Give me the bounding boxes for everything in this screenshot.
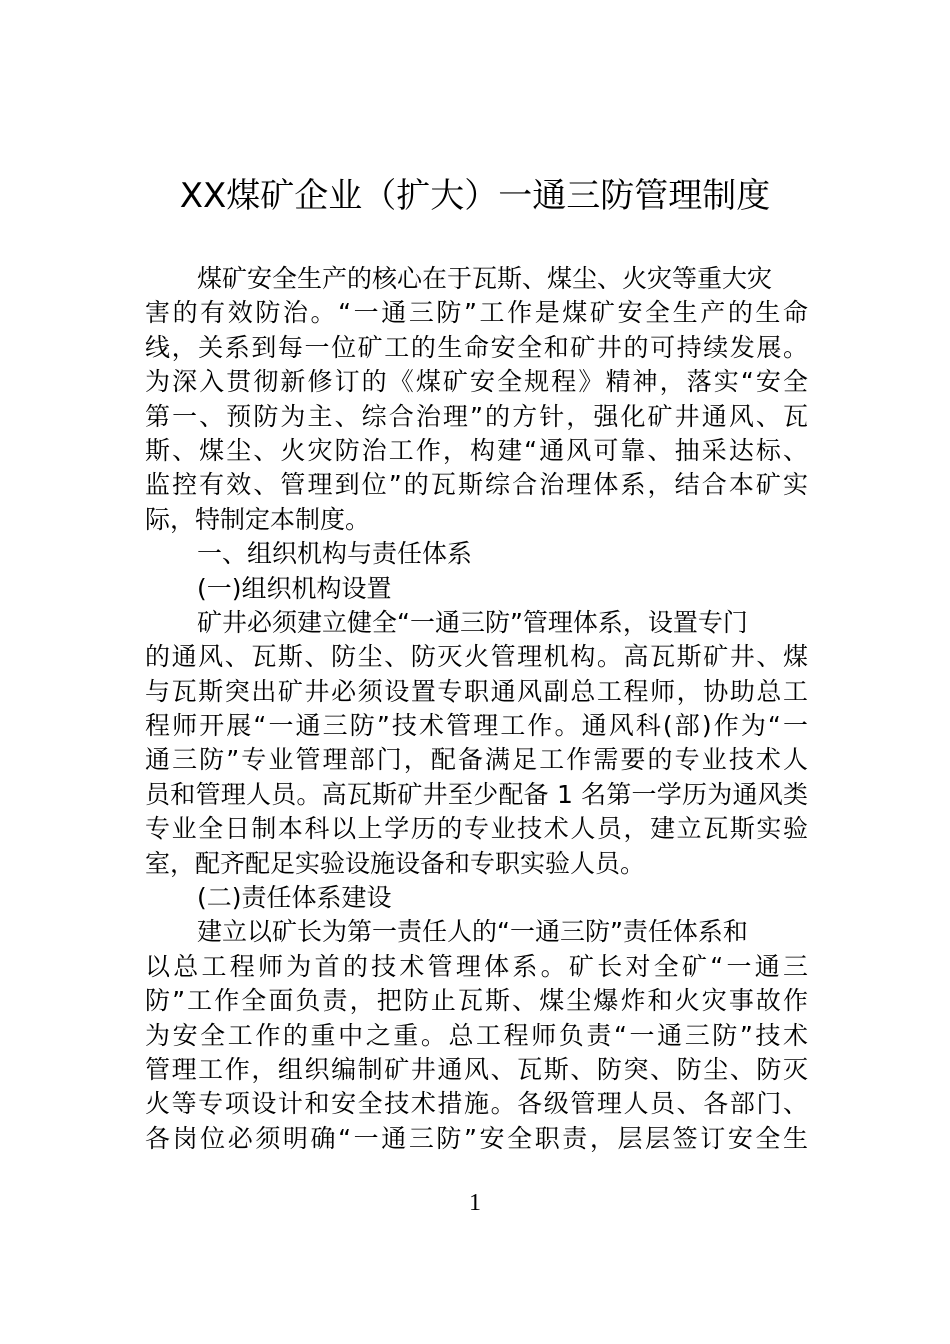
paragraph-line: 第一、预防为主、综合治理”的方针，强化矿井通风、瓦	[145, 401, 808, 431]
paragraph-line: 火等专项设计和安全技术措施。各级管理人员、各部门、	[145, 1089, 808, 1119]
paragraph-line: 煤矿安全生产的核心在于瓦斯、煤尘、火灾等重大灾	[197, 264, 773, 293]
paragraph-line: 员和管理人员。高瓦斯矿井至少配备 1 名第一学历为通风类	[145, 779, 808, 809]
document-body	[145, 262, 808, 1156]
paragraph-line: 防”工作全面负责，把防止瓦斯、煤尘爆炸和火灾事故作	[145, 986, 808, 1016]
section-heading: 一、组织机构与责任体系	[197, 539, 473, 569]
page-number: 1	[469, 1190, 481, 1216]
paragraph-line: 建立以矿长为第一责任人的“一通三防”责任体系和	[197, 917, 748, 947]
paragraph-line: 程师开展“一通三防”技术管理工作。通风科(部)作为“一	[145, 711, 808, 741]
document-title: XX煤矿企业（扩大）一通三防管理制度	[179, 176, 771, 216]
paragraph-line: 害的有效防治。“一通三防”工作是煤矿安全生产的生命	[145, 298, 808, 328]
paragraph-line: 线，关系到每一位矿工的生命安全和矿井的可持续发展。	[145, 332, 808, 362]
paragraph-line: 管理工作，组织编制矿井通风、瓦斯、防突、防尘、防灭	[145, 1054, 808, 1084]
paragraph-line: 通三防”专业管理部门，配备满足工作需要的专业技术人	[145, 745, 808, 775]
paragraph-line: 监控有效、管理到位”的瓦斯综合治理体系，结合本矿实	[145, 470, 808, 500]
subsection-heading: (二)责任体系建设	[197, 883, 392, 913]
paragraph-line: 室，配齐配足实验设施设备和专职实验人员。	[145, 848, 646, 878]
paragraph-line: 以总工程师为首的技术管理体系。矿长对全矿“一通三	[145, 951, 808, 981]
paragraph-line: 际，特制定本制度。	[145, 504, 371, 534]
paragraph-line: 的通风、瓦斯、防尘、防灭火管理机构。高瓦斯矿井、煤	[145, 642, 808, 672]
paragraph-line: 与瓦斯突出矿井必须设置专职通风副总工程师，协助总工	[145, 676, 808, 706]
paragraph-line: 专业全日制本科以上学历的专业技术人员，建立瓦斯实验	[145, 814, 808, 844]
paragraph-line: 斯、煤尘、火灾防治工作，构建“通风可靠、抽采达标、	[145, 435, 808, 465]
paragraph-line: 矿井必须建立健全“一通三防”管理体系，设置专门	[197, 607, 748, 637]
paragraph-line: 为安全工作的重中之重。总工程师负责“一通三防”技术	[145, 1020, 808, 1050]
subsection-heading: (一)组织机构设置	[197, 573, 392, 603]
paragraph-line: 各岗位必须明确“一通三防”安全职责，层层签订安全生	[145, 1123, 808, 1153]
paragraph-line: 为深入贯彻新修订的《煤矿安全规程》精神，落实“安全	[145, 367, 808, 397]
